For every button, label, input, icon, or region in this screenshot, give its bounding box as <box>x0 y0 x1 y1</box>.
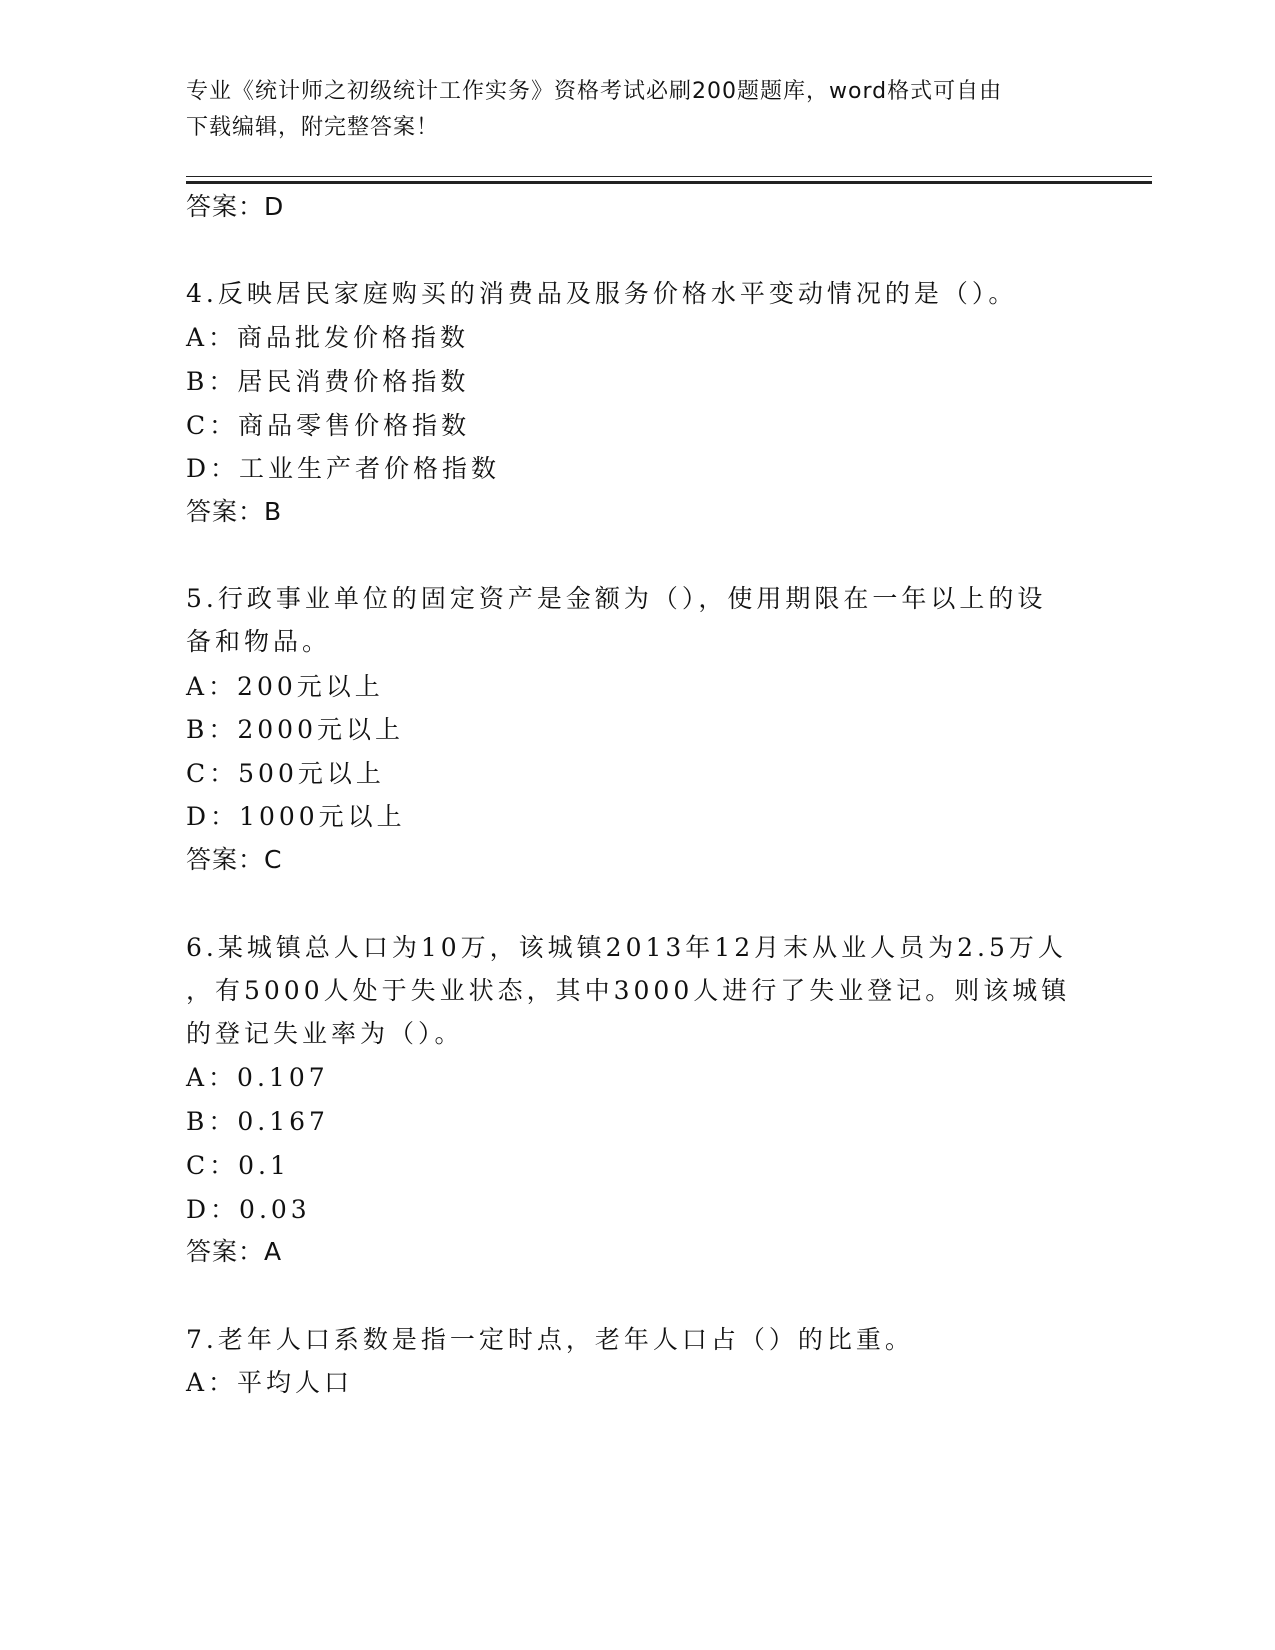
question-7-stem: 7.老年人口系数是指一定时点，老年人口占（）的比重。 <box>186 1325 914 1354</box>
answer-previous-question: 答案：D <box>186 192 285 221</box>
question-6-stem-line-3: 的登记失业率为（）。 <box>186 1019 464 1048</box>
question-4-option-c: C：商品零售价格指数 <box>186 411 471 440</box>
question-5-option-a: A：200元以上 <box>186 672 384 701</box>
question-5-option-d: D：1000元以上 <box>186 802 406 831</box>
header-divider-thin <box>186 176 1152 177</box>
question-6-option-a: A：0.107 <box>186 1063 329 1092</box>
question-4-option-d: D：工业生产者价格指数 <box>186 454 501 483</box>
question-6-option-c: C：0.1 <box>186 1151 290 1180</box>
question-4-stem: 4.反映居民家庭购买的消费品及服务价格水平变动情况的是（）。 <box>186 279 1018 308</box>
question-4-answer: 答案：B <box>186 497 283 526</box>
question-6-option-b: B：0.167 <box>186 1107 329 1136</box>
question-5-stem-line-1: 5.行政事业单位的固定资产是金额为（），使用期限在一年以上的设 <box>186 584 1047 613</box>
question-5-stem-line-2: 备和物品。 <box>186 627 332 656</box>
question-7-option-a: A：平均人口 <box>186 1368 354 1397</box>
question-5-option-c: C：500元以上 <box>186 759 385 788</box>
question-4-option-b: B：居民消费价格指数 <box>186 367 470 396</box>
header-line-2: 下载编辑，附完整答案！ <box>186 115 440 140</box>
header-divider-thick <box>186 181 1152 184</box>
question-6-stem-line-1: 6.某城镇总人口为10万，该城镇2013年12月末从业人员为2.5万人 <box>186 933 1067 962</box>
header-line-1: 专业《统计师之初级统计工作实务》资格考试必刷200题题库，word格式可自由 <box>186 79 1003 104</box>
question-5-option-b: B：2000元以上 <box>186 715 404 744</box>
question-6-stem-line-2: ，有5000人处于失业状态，其中3000人进行了失业登记。则该城镇 <box>186 976 1071 1005</box>
question-6-option-d: D：0.03 <box>186 1195 311 1224</box>
document-header <box>186 74 1066 146</box>
question-6-answer: 答案：A <box>186 1237 283 1266</box>
question-4-option-a: A：商品批发价格指数 <box>186 323 470 352</box>
question-5-answer: 答案：C <box>186 845 283 874</box>
